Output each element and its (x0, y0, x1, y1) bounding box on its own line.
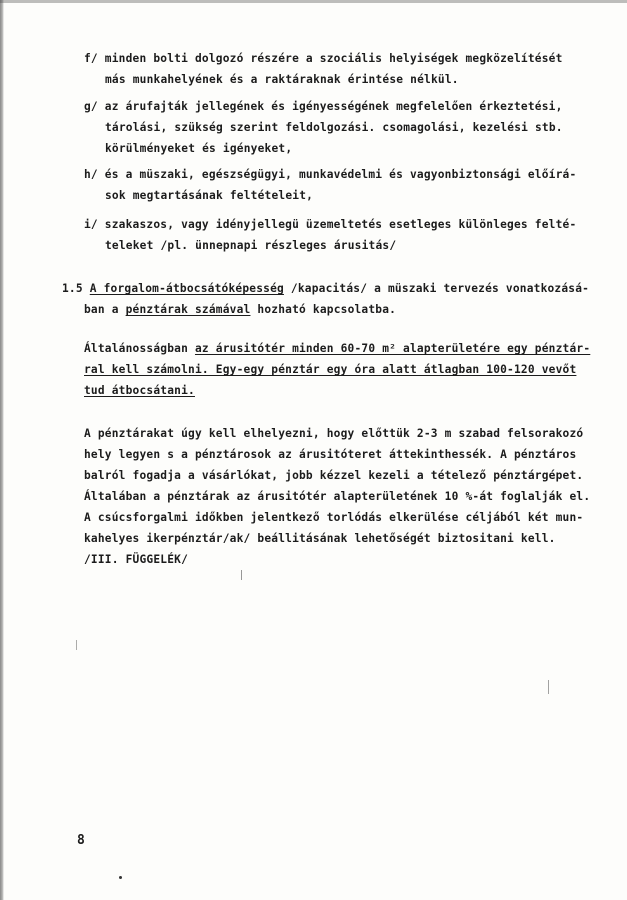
item-i-line-1: i/ szakaszos, vagy idényjellegü üzemeltetés esetleges különleges felté- (84, 218, 577, 231)
item-g-line-2: tárolási, szükség szerint feldolgozási. csomagolási, kezelési stb. (105, 121, 563, 134)
registers-line-3: balról fogadja a vásárlókat, jobb kézzel kezeli a tételező pénztárgépet. (84, 469, 584, 482)
scan-speck (548, 680, 549, 694)
registers-line-7: /III. FÜGGELÉK/ (84, 553, 189, 566)
general-line-2: ral kell számolni. Egy-egy pénztár egy óra alatt átlagban 100-120 vevőt (84, 363, 577, 376)
registers-line-2: hely legyen s a pénztárosok az árusitóteret áttekinthessék. A pénztáros (84, 448, 577, 461)
registers-line-1: A pénztárakat úgy kell elhelyezni, hogy előttük 2-3 m szabad felsorakozó (84, 427, 584, 440)
general-line-1-underlined: az árusitótér minden 60-70 m² alapterületére egy pénztár- (194, 342, 591, 355)
section-1-5-line-2 (84, 303, 396, 317)
page-number: 8 (77, 833, 85, 848)
scan-edge-shadow (0, 0, 4, 900)
section-heading-rest: /kapacitás/ a müszaki tervezés vonatkozásá- (283, 282, 590, 295)
section-line-2-underlined: pénztárak számával (125, 303, 251, 316)
section-line-2-rest: hozható kapcsolatba. (250, 303, 397, 316)
section-number: 1.5 (62, 282, 83, 295)
scan-top-shadow (0, 0, 627, 3)
general-line-1-prefix: Általánosságban (84, 342, 195, 355)
item-f-line-1: f/ minden bolti dolgozó részére a szociális helyiségek megközelítését (84, 52, 563, 65)
registers-line-5: A csúcsforgalmi időkben jelentkező torlódás elkerülése céljából két mun- (84, 511, 584, 524)
section-1-5-line-1 (62, 282, 589, 296)
item-h-line-1: h/ és a müszaki, egészségügyi, munkavédelmi és vagyonbiztonsági előírá- (84, 168, 577, 181)
registers-line-4: Általában a pénztárak az árusitótér alapterületének 10 %-át foglalják el. (84, 490, 591, 503)
registers-line-6: kahelyes ikerpénztár/ak/ beállitásának lehetőségét biztositani kell. (84, 532, 556, 545)
item-i-line-2: teleket /pl. ünnepnapi részleges árusitás/ (105, 239, 397, 252)
scan-speck (119, 876, 122, 879)
scan-speck (241, 570, 242, 580)
section-heading: A forgalom-átbocsátóképesség (89, 282, 284, 295)
item-f-line-2: más munkahelyének és a raktáraknak érintése nélkül. (105, 73, 459, 86)
general-line-3: tud átbocsátani. (84, 384, 195, 397)
item-g-line-1: g/ az árufajták jellegének és igényességének megfelelően érkeztetési, (84, 100, 563, 113)
item-h-line-2: sok megtartásának feltételeit, (105, 189, 314, 202)
general-line-1 (84, 342, 590, 356)
section-line-2-prefix: ban a (84, 303, 126, 316)
scan-speck (76, 640, 77, 650)
item-g-line-3: körülményeket és igényeket, (105, 142, 293, 155)
